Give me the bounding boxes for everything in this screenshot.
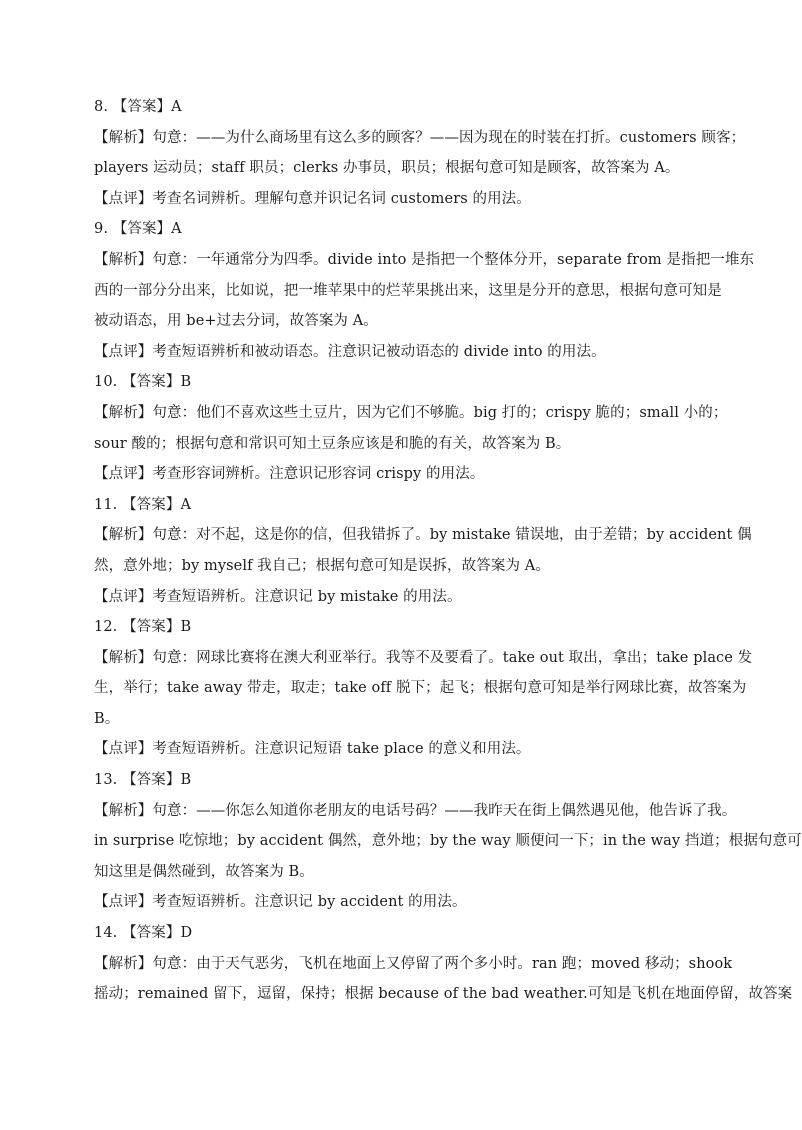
question-10-analysis-line-1: 【解析】句意：他们不喜欢这些土豆片，因为它们不够脆。big 打的；crispy 脆的；small 小的；	[94, 404, 728, 421]
question-11-comment: 【点评】考查短语辨析。注意识记 by mistake 的用法。	[94, 588, 462, 605]
question-10-comment: 【点评】考查形容词辨析。注意识记形容词 crispy 的用法。	[94, 466, 485, 483]
question-14-answer: 14. 【答案】D	[94, 925, 193, 942]
question-12-comment: 【点评】考查短语辨析。注意识记短语 take place 的意义和用法。	[94, 741, 531, 758]
question-8-comment: 【点评】考查名词辨析。理解句意并识记名词 customers 的用法。	[94, 190, 531, 207]
question-13-analysis-line-2: in surprise 吃惊地；by accident 偶然，意外地；by the way 顺便问一下；in the way 挡道；根据句意可	[94, 833, 802, 850]
question-14-analysis-line-2: 摇动；remained 留下，逗留，保持；根据 because of the bad weather.可知是飞机在地面停留，故答案	[94, 986, 793, 1003]
question-9-analysis-line-3: 被动语态，用 be+过去分词，故答案为 A。	[94, 313, 378, 330]
question-13-analysis-line-1: 【解析】句意：——你怎么知道你老朋友的电话号码？——我昨天在街上偶然遇见他，他告诉了我。	[94, 802, 737, 819]
question-10-analysis-line-2: sour 酸的；根据句意和常识可知土豆条应该是和脆的有关，故答案为 B。	[94, 435, 571, 452]
question-9-answer: 9. 【答案】A	[94, 221, 182, 238]
question-10-answer: 10. 【答案】B	[94, 374, 192, 391]
question-11-answer: 11. 【答案】A	[94, 496, 192, 513]
question-14-analysis-line-1: 【解析】句意：由于天气恶劣，飞机在地面上又停留了两个多小时。ran 跑；moved 移动；shook	[94, 955, 733, 972]
question-12-analysis-line-2: 生，举行；take away 带走，取走；take off 脱下；起飞；根据句意可知是举行网球比赛，故答案为	[94, 680, 747, 697]
question-13-answer: 13. 【答案】B	[94, 772, 192, 789]
question-12-analysis-line-3: B。	[94, 710, 120, 727]
question-11-analysis-line-1: 【解析】句意：对不起，这是你的信，但我错拆了。by mistake 错误地，由于差错；by accident 偶	[94, 527, 752, 544]
question-8-analysis-line-2: players 运动员；staff 职员；clerks 办事员，职员；根据句意可知是顾客，故答案为 A。	[94, 160, 680, 177]
question-12-answer: 12. 【答案】B	[94, 619, 192, 636]
question-12-analysis-line-1: 【解析】句意：网球比赛将在澳大利亚举行。我等不及要看了。take out 取出，拿出；take place 发	[94, 649, 753, 666]
question-9-analysis-line-1: 【解析】句意：一年通常分为四季。divide into 是指把一个整体分开，separate from 是指把一堆东	[94, 251, 755, 268]
question-8-answer: 8. 【答案】A	[94, 99, 182, 115]
question-9-analysis-line-2: 西的一部分分出来，比如说，把一堆苹果中的烂苹果挑出来，这里是分开的意思，根据句意可知是	[94, 282, 722, 299]
question-9-comment: 【点评】考查短语辨析和被动语态。注意识记被动语态的 divide into 的用法。	[94, 343, 606, 360]
question-13-comment: 【点评】考查短语辨析。注意识记 by accident 的用法。	[94, 894, 467, 911]
question-8-analysis-line-1: 【解析】句意：——为什么商场里有这么多的顾客？——因为现在的时装在打折。customers 顾客；	[94, 129, 746, 146]
question-13-analysis-line-3: 知这里是偶然碰到，故答案为 B。	[94, 863, 314, 880]
question-11-analysis-line-2: 然，意外地；by myself 我自己；根据句意可知是误拆，故答案为 A。	[94, 557, 550, 574]
